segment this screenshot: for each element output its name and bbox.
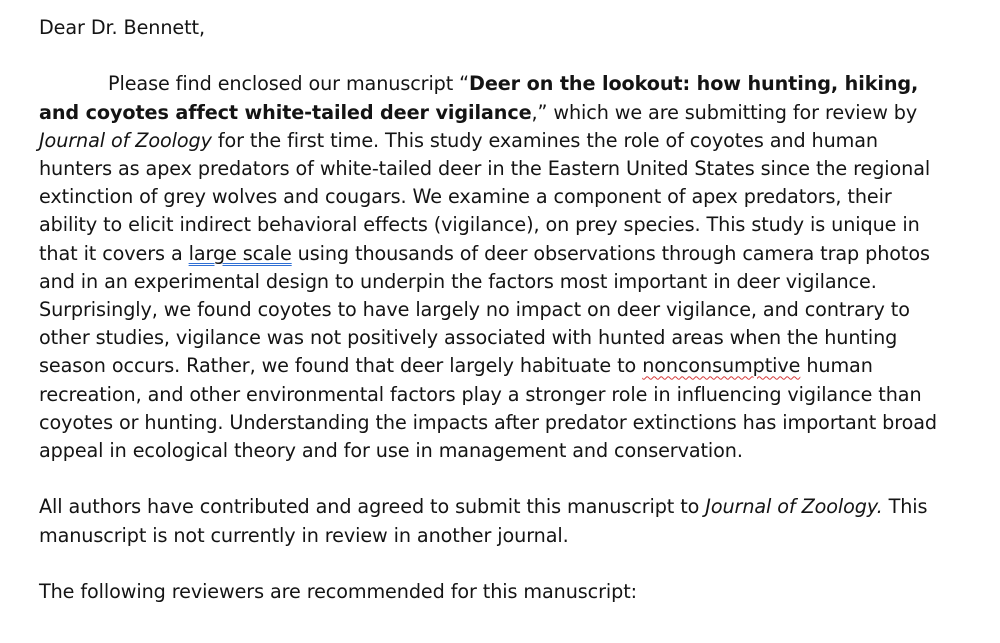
journal-name: Journal of Zoology [39, 128, 212, 152]
manuscript-description-paragraph [39, 70, 949, 465]
body-text-c: human recreation, and other environmental factors play a stronger role in influencing vigilance than coyotes or hunting. Understanding the impacts after predator extinctions has important broad appeal in ecological theory and for use in management and conservation. [39, 354, 937, 463]
authors-statement-paragraph [39, 493, 949, 549]
intro-text: Please find enclosed our manuscript “ [108, 72, 470, 96]
after-title-text: ,” which we are submitting for review by [531, 100, 918, 124]
paragraph-spacer [39, 465, 949, 493]
spelling-flagged-word[interactable]: nonconsumptive [642, 354, 801, 378]
journal-name-2: Journal of Zoology. [705, 495, 883, 519]
salutation: Dear Dr. Bennett, [39, 16, 205, 39]
authors-text-a: All authors have contributed and agreed to submit this manuscript to [39, 495, 706, 519]
manuscript-title: Deer on the lookout: how hunting, hiking, and coyotes affect white-tailed deer vigilance [39, 72, 919, 124]
body-text-a: for the first time. This study examines the role of coyotes and human hunters as apex predators of white-tailed deer in the Eastern United States since the regional extinction of grey wolves and cougars. We examine a component of apex predators, their ability to elicit indirect behavioral effects (vigilance), on prey species. This study is unique in that it covers a [39, 128, 931, 265]
reviewers-paragraph: The following reviewers are recommended for this manuscript: [39, 580, 637, 604]
paragraph-spacer [39, 550, 949, 578]
grammar-flagged-phrase[interactable]: large scale [188, 241, 292, 265]
letter-document [39, 14, 949, 606]
body-text-b: using thousands of deer observations through camera trap photos and in an experimental design to underpin the factors most important in deer vigilance. Surprisingly, we found coyotes to have largely no impact on deer vigilance, and contrary to other studies, vigilance was not positively associated with hunted areas when the hunting season occurs. Rather, we found that deer largely habituate to [39, 241, 930, 378]
authors-text-b: This manuscript is not currently in review in another journal. [39, 495, 928, 547]
